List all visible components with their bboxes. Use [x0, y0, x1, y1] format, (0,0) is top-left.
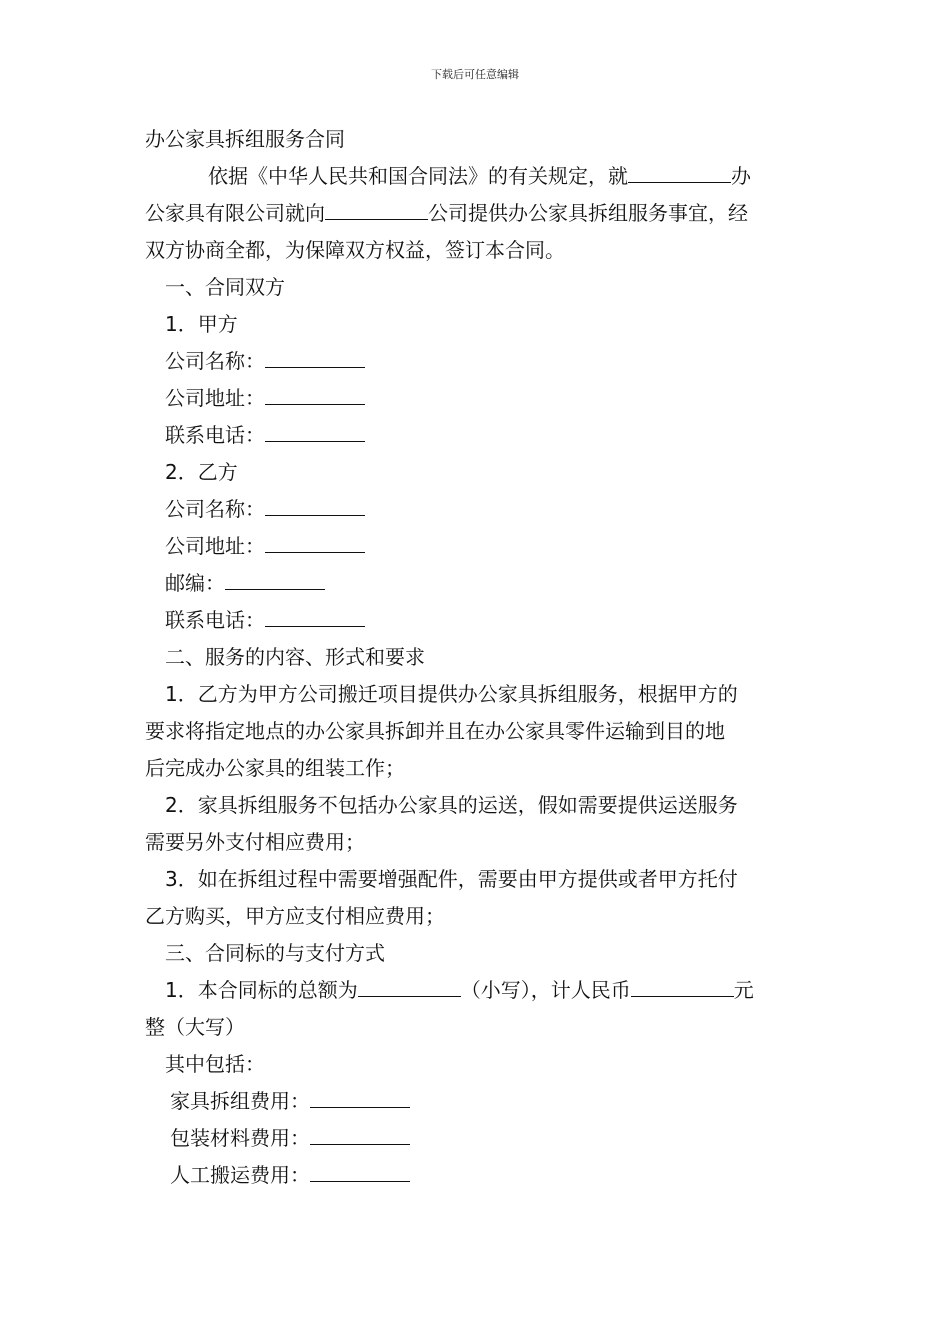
party-a-phone-row [145, 417, 810, 454]
paragraph-line: 1．乙方为甲方公司搬迁项目提供办公家具拆组服务，根据甲方的 [165, 682, 738, 706]
field-label: 联系电话： [165, 608, 265, 632]
paragraph-line: 2．家具拆组服务不包括办公家具的运送，假如需要提供运送服务 [165, 793, 738, 817]
field-label: 联系电话： [165, 423, 265, 447]
field-label: 公司地址： [165, 386, 265, 410]
total-text: （小写），计人民币 [460, 978, 631, 1002]
includes-label: 其中包括： [165, 1052, 265, 1076]
blank-field[interactable] [225, 565, 325, 590]
paragraph-line: 整（大写） [145, 1015, 245, 1039]
intro-line-1 [145, 158, 810, 195]
section-heading: 二、服务的内容、形式和要求 [165, 645, 425, 669]
total-text: 元 [733, 978, 754, 1002]
blank-field[interactable] [628, 158, 731, 183]
field-label: 包装材料费用： [170, 1126, 310, 1150]
party-b-phone-row [145, 602, 810, 639]
paragraph-line: 需要另外支付相应费用； [145, 830, 365, 854]
party-b-address-row [145, 528, 810, 565]
document-title: 办公家具拆组服务合同 [145, 127, 345, 151]
blank-field[interactable] [310, 1157, 410, 1182]
blank-field[interactable] [631, 972, 734, 997]
total-amount-row [145, 972, 810, 1009]
intro-text: 依据《中华人民共和国合同法》的有关规定，就 [208, 164, 628, 188]
blank-field[interactable] [265, 602, 365, 627]
blank-field[interactable] [310, 1120, 410, 1145]
field-label: 公司名称： [165, 497, 265, 521]
field-label: 公司地址： [165, 534, 265, 558]
section-heading: 一、合同双方 [165, 275, 285, 299]
paragraph-line: 乙方购买，甲方应支付相应费用； [145, 904, 445, 928]
blank-field[interactable] [325, 195, 428, 220]
field-label: 公司名称： [165, 349, 265, 373]
party-b-heading: 2．乙方 [165, 460, 238, 484]
party-a-name-row [145, 343, 810, 380]
blank-field[interactable] [265, 380, 365, 405]
field-label: 家具拆组费用： [170, 1089, 310, 1113]
party-b-name-row [145, 491, 810, 528]
intro-line-3: 双方协商全都，为保障双方权益，签订本合同。 [145, 238, 565, 262]
field-label: 人工搬运费用： [170, 1163, 310, 1187]
blank-field[interactable] [358, 972, 461, 997]
blank-field[interactable] [265, 417, 365, 442]
paragraph-line: 后完成办公家具的组装工作； [145, 756, 405, 780]
blank-field[interactable] [265, 491, 365, 516]
paragraph-line: 要求将指定地点的办公家具拆卸并且在办公家具零件运输到目的地 [145, 719, 725, 743]
intro-text: 办 [731, 164, 751, 188]
field-label: 邮编： [165, 571, 225, 595]
fee-row-labor [145, 1157, 810, 1194]
party-a-address-row [145, 380, 810, 417]
total-text: 1．本合同标的总额为 [165, 978, 358, 1002]
page-header-note: 下载后可任意编辑 [431, 68, 519, 81]
contract-body [145, 121, 810, 1194]
party-b-zip-row [145, 565, 810, 602]
blank-field[interactable] [265, 528, 365, 553]
intro-text: 公司提供办公家具拆组服务事宜，经 [428, 201, 748, 225]
fee-row-packing [145, 1120, 810, 1157]
intro-text: 公家具有限公司就向 [145, 201, 325, 225]
intro-line-2 [145, 195, 810, 232]
blank-field[interactable] [310, 1083, 410, 1108]
fee-row-disassembly [145, 1083, 810, 1120]
section-heading: 三、合同标的与支付方式 [165, 941, 385, 965]
party-a-heading: 1．甲方 [165, 312, 238, 336]
paragraph-line: 3．如在拆组过程中需要增强配件，需要由甲方提供或者甲方托付 [165, 867, 738, 891]
blank-field[interactable] [265, 343, 365, 368]
